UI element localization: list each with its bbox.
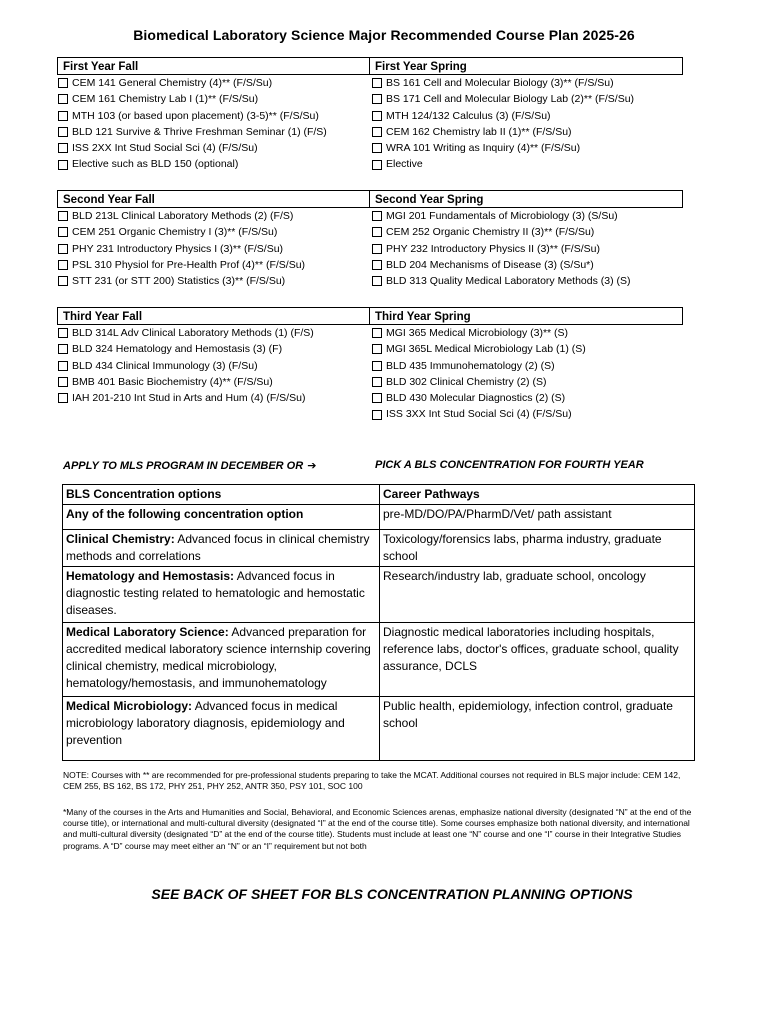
course-label: IAH 201-210 Int Stud in Arts and Hum (4) (F/S/Su) <box>72 392 306 405</box>
page-title: Biomedical Laboratory Science Major Recommended Course Plan 2025-26 <box>133 27 635 43</box>
course-item[interactable] <box>370 140 683 156</box>
course-item[interactable] <box>57 341 370 357</box>
concentration-cell <box>63 505 380 530</box>
course-label: ISS 2XX Int Stud Social Sci (4) (F/S/Su) <box>72 142 258 155</box>
course-item[interactable] <box>57 257 370 273</box>
concentration-table <box>62 484 695 761</box>
checkbox[interactable] <box>372 410 382 420</box>
course-label: BLD 121 Survive & Thrive Freshman Seminar (1) (F/S) <box>72 125 327 138</box>
concentration-name: Any of the following concentration option <box>66 507 304 521</box>
course-label: CEM 141 General Chemistry (4)** (F/S/Su) <box>72 77 273 89</box>
course-item[interactable] <box>370 325 683 341</box>
course-label: BS 171 Cell and Molecular Biology Lab (2)** (F/S/Su) <box>386 93 635 106</box>
checkbox[interactable] <box>58 377 68 387</box>
course-label: ISS 3XX Int Stud Social Sci (4) (F/S/Su) <box>386 408 572 421</box>
course-item[interactable] <box>370 224 683 240</box>
checkbox[interactable] <box>372 111 382 121</box>
second-year-fall <box>57 190 370 289</box>
career-cell: Research/industry lab, graduate school, oncology <box>380 567 695 623</box>
course-item[interactable] <box>57 224 370 240</box>
course-item[interactable] <box>57 75 370 91</box>
concentration-name: Medical Laboratory Science: <box>66 625 229 639</box>
course-item[interactable] <box>370 108 683 124</box>
table-row <box>63 567 695 623</box>
course-label: BLD 213L Clinical Laboratory Methods (2) (F/S) <box>72 210 294 222</box>
course-label: BLD 204 Mechanisms of Disease (3) (S/Su*) <box>386 258 594 271</box>
checkbox[interactable] <box>58 276 68 286</box>
semester-heading: Third Year Fall <box>57 307 370 325</box>
checkbox[interactable] <box>372 361 382 371</box>
header-concentration: BLS Concentration options <box>63 485 380 505</box>
semester-heading: First Year Fall <box>57 57 370 75</box>
course-item[interactable] <box>57 108 370 124</box>
course-item[interactable] <box>370 257 683 273</box>
mcat-note: NOTE: Courses with ** are recommended for pre-professional students preparing to take the MCAT. Additional courses not required in BLS major include: CEM 142, CEM 255, BS 162, BS 172, PHY 251, PHY 252, ANTR 350, PSY 101, SOC 100 <box>63 770 681 792</box>
checkbox[interactable] <box>372 393 382 403</box>
apply-instruction <box>63 459 316 472</box>
course-item[interactable] <box>370 358 683 374</box>
concentration-name: Clinical Chemistry: <box>66 532 175 546</box>
course-label: PHY 231 Introductory Physics I (3)** (F/S/Su) <box>72 242 284 255</box>
course-item[interactable] <box>370 374 683 390</box>
diversity-note: *Many of the courses in the Arts and Humanities and Social, Behavioral, and Economic Sciences arenas, emphasize national diversity (designated “N” at the end of the course title), or international and multi-cultural diversity (designated “I” at the end of the course title). Some courses emphasize both national diversity, and international and multi-cultural diversity (designated “D” at the end of the course title). Students must include at least one “N” course and one “I” course in their Integrative Studies programs. A “D” course may meet either an “N” or an “I” requirement but not both <box>63 807 692 851</box>
concentration-cell <box>63 623 380 697</box>
second-year-spring <box>370 190 683 289</box>
course-label: BLD 324 Hematology and Hemostasis (3) (F) <box>72 343 283 356</box>
checkbox[interactable] <box>58 211 68 221</box>
first-year-row <box>57 57 683 173</box>
course-label: MTH 124/132 Calculus (3) (F/S/Su) <box>386 109 551 122</box>
course-label: CEM 251 Organic Chemistry I (3)** (F/S/Su) <box>72 226 278 239</box>
concentration-name: Medical Microbiology: <box>66 699 193 713</box>
concentration-name: Hematology and Hemostasis: <box>66 569 235 583</box>
checkbox[interactable] <box>372 211 382 221</box>
concentration-cell <box>63 697 380 761</box>
course-label: BLD 435 Immunohematology (2) (S) <box>386 359 555 372</box>
checkbox[interactable] <box>58 244 68 254</box>
course-item[interactable] <box>57 91 370 107</box>
see-back-notice: SEE BACK OF SHEET FOR BLS CONCENTRATION PLANNING OPTIONS <box>151 886 633 902</box>
career-cell: Toxicology/forensics labs, pharma industry, graduate school <box>380 530 695 567</box>
checkbox[interactable] <box>372 328 382 338</box>
third-year-fall <box>57 307 370 423</box>
course-label: PHY 232 Introductory Physics II (3)** (F/S/Su) <box>386 242 600 255</box>
first-year-spring <box>370 57 683 173</box>
course-label: WRA 101 Writing as Inquiry (4)** (F/S/Su) <box>386 142 581 155</box>
course-item[interactable] <box>57 208 370 224</box>
course-item[interactable] <box>57 358 370 374</box>
concentration-desc: Advanced focus in medical microbiology laboratory diagnosis, epidemiology and prevention <box>66 699 345 747</box>
checkbox[interactable] <box>372 344 382 354</box>
concentration-desc: Advanced focus in diagnostic testing related to hematologic and hemostatic diseases. <box>66 569 365 617</box>
course-label: MGI 201 Fundamentals of Microbiology (3) (S/Su) <box>386 210 618 222</box>
course-label: Elective <box>386 158 423 171</box>
checkbox[interactable] <box>372 244 382 254</box>
course-label: BLD 314L Adv Clinical Laboratory Methods (1) (F/S) <box>72 327 314 339</box>
checkbox[interactable] <box>372 143 382 153</box>
table-row <box>63 530 695 567</box>
checkbox[interactable] <box>58 227 68 237</box>
course-label: BLD 434 Clinical Immunology (3) (F/Su) <box>72 359 258 372</box>
course-label: BS 161 Cell and Molecular Biology (3)** (F/S/Su) <box>386 77 614 89</box>
concentration-cell <box>63 567 380 623</box>
course-item[interactable] <box>370 91 683 107</box>
course-label: BLD 430 Molecular Diagnostics (2) (S) <box>386 392 566 405</box>
course-item[interactable] <box>57 241 370 257</box>
career-cell: Diagnostic medical laboratories including hospitals, reference labs, doctor's offices, graduate school, quality assurance, DCLS <box>380 623 695 697</box>
checkbox[interactable] <box>58 143 68 153</box>
course-label: MGI 365 Medical Microbiology (3)** (S) <box>386 327 569 339</box>
apply-text: APPLY TO MLS PROGRAM IN DECEMBER OR <box>63 460 304 472</box>
course-item[interactable] <box>57 374 370 390</box>
table-row <box>63 697 695 761</box>
course-item[interactable] <box>370 124 683 140</box>
header-career: Career Pathways <box>380 485 695 505</box>
course-item[interactable] <box>57 273 370 289</box>
course-label: STT 231 (or STT 200) Statistics (3)** (F/S/Su) <box>72 275 286 288</box>
checkbox[interactable] <box>372 78 382 88</box>
course-item[interactable] <box>370 341 683 357</box>
course-item[interactable] <box>370 390 683 406</box>
course-item[interactable] <box>57 325 370 341</box>
course-label: MTH 103 (or based upon placement) (3-5)** (F/S/Su) <box>72 109 319 122</box>
concentration-cell <box>63 530 380 567</box>
semester-heading: Second Year Spring <box>370 190 683 208</box>
checkbox[interactable] <box>58 127 68 137</box>
career-cell: pre-MD/DO/PA/PharmD/Vet/ path assistant <box>380 505 695 530</box>
table-header-row <box>63 485 695 505</box>
course-label: BLD 302 Clinical Chemistry (2) (S) <box>386 375 547 388</box>
concentration-desc: Advanced focus in clinical chemistry methods and correlations <box>66 532 370 563</box>
course-item[interactable] <box>57 156 370 172</box>
checkbox[interactable] <box>372 94 382 104</box>
course-item[interactable] <box>370 75 683 91</box>
checkbox[interactable] <box>58 78 68 88</box>
second-year-row <box>57 190 683 289</box>
checkbox[interactable] <box>372 260 382 270</box>
course-item[interactable] <box>370 273 683 289</box>
checkbox[interactable] <box>372 227 382 237</box>
checkbox[interactable] <box>58 344 68 354</box>
third-year-row <box>57 307 683 423</box>
course-label: Elective such as BLD 150 (optional) <box>72 158 239 171</box>
course-item[interactable] <box>370 406 683 422</box>
course-item[interactable] <box>57 124 370 140</box>
course-label: CEM 161 Chemistry Lab I (1)** (F/S/Su) <box>72 93 259 106</box>
concentration-desc: Advanced preparation for accredited medical laboratory science internship covering clinical chemistry, medical microbiology, hematology/hemostasis, and immunohematology <box>66 625 371 690</box>
checkbox[interactable] <box>58 160 68 170</box>
checkbox[interactable] <box>58 94 68 104</box>
checkbox[interactable] <box>58 361 68 371</box>
third-year-spring <box>370 307 683 423</box>
course-item[interactable] <box>57 390 370 406</box>
checkbox[interactable] <box>58 111 68 121</box>
course-item[interactable] <box>370 156 683 172</box>
first-year-fall <box>57 57 370 173</box>
semester-heading: First Year Spring <box>370 57 683 75</box>
semester-heading: Second Year Fall <box>57 190 370 208</box>
checkbox[interactable] <box>372 160 382 170</box>
table-row <box>63 505 695 530</box>
table-row <box>63 623 695 697</box>
semester-heading: Third Year Spring <box>370 307 683 325</box>
course-label: BLD 313 Quality Medical Laboratory Methods (3) (S) <box>386 275 631 288</box>
course-label: CEM 162 Chemistry lab II (1)** (F/S/Su) <box>386 125 572 138</box>
course-item[interactable] <box>370 241 683 257</box>
arrow-right-icon: ➔ <box>307 460 317 472</box>
checkbox[interactable] <box>58 328 68 338</box>
course-label: BMB 401 Basic Biochemistry (4)** (F/S/Su) <box>72 375 273 388</box>
course-item[interactable] <box>370 208 683 224</box>
checkbox[interactable] <box>372 377 382 387</box>
checkbox[interactable] <box>58 393 68 403</box>
course-label: CEM 252 Organic Chemistry II (3)** (F/S/Su) <box>386 226 595 239</box>
checkbox[interactable] <box>372 276 382 286</box>
course-label: MGI 365L Medical Microbiology Lab (1) (S) <box>386 343 586 356</box>
checkbox[interactable] <box>58 260 68 270</box>
career-cell: Public health, epidemiology, infection control, graduate school <box>380 697 695 761</box>
course-item[interactable] <box>57 140 370 156</box>
checkbox[interactable] <box>372 127 382 137</box>
course-label: PSL 310 Physiol for Pre-Health Prof (4)** (F/S/Su) <box>72 258 306 271</box>
concentration-instruction: PICK A BLS CONCENTRATION FOR FOURTH YEAR <box>375 459 644 471</box>
